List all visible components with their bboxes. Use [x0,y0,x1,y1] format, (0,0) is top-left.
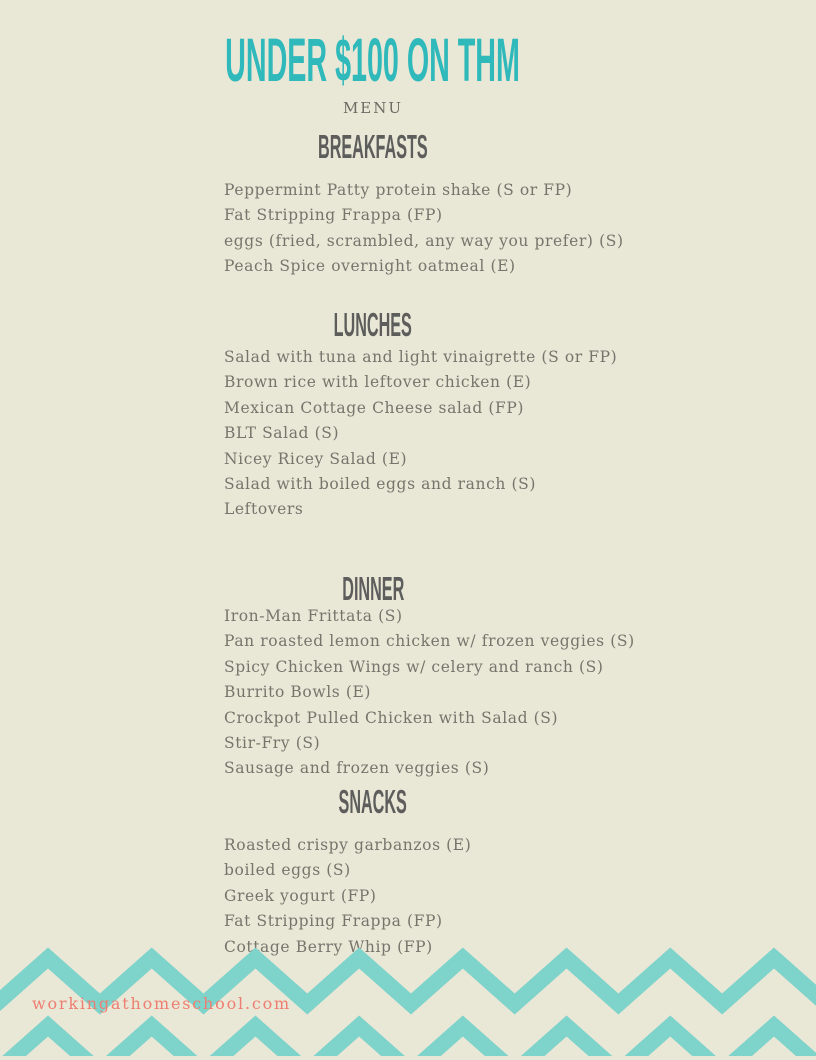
menu-item: Pan roasted lemon chicken w/ frozen veggies (S) [224,632,635,651]
menu-item: Peach Spice overnight oatmeal (E) [224,257,516,276]
page-title-text: UNDER $100 ON THM [225,26,521,94]
menu-item: eggs (fried, scrambled, any way you prefer) (S) [224,231,624,250]
menu-item: Iron-Man Frittata (S) [224,607,403,625]
dinner-items-list [224,604,635,782]
menu-item: Brown rice with leftover chicken (E) [224,373,532,392]
section-heading-lunches: LUNCHES [333,306,413,343]
menu-item: Roasted crispy garbanzos (E) [224,836,472,854]
menu-item: boiled eggs (S) [224,861,351,880]
section-heading-snacks: SNACKS [338,783,408,820]
section-heading-dinner: DINNER [341,570,404,607]
menu-item: Salad with boiled eggs and ranch (S) [224,475,536,494]
menu-item: Peppermint Patty protein shake (S or FP) [224,181,573,199]
page-title [0,26,746,102]
menu-item: Crockpot Pulled Chicken with Salad (S) [224,708,559,727]
menu-item: Sausage and frozen veggies (S) [224,759,490,778]
menu-item: BLT Salad (S) [224,424,340,443]
menu-item: Stir-Fry (S) [224,734,321,753]
menu-item: Fat Stripping Frappa (FP) [224,912,443,931]
breakfasts-items-list [224,178,624,280]
menu-item: Greek yogurt (FP) [224,886,377,905]
menu-item: Mexican Cottage Cheese salad (FP) [224,398,525,417]
menu-item: Salad with tuna and light vinaigrette (S or FP) [224,348,618,366]
menu-item: Leftovers [224,500,304,519]
watermark-url: workingathomeschool.com [32,994,291,1013]
menu-label: MENU [342,99,404,117]
menu-item: Nicey Ricey Salad (E) [224,449,408,468]
menu-item: Spicy Chicken Wings w/ celery and ranch (S) [224,657,604,676]
chevron-stripe [0,1016,816,1057]
menu-item: Fat Stripping Frappa (FP) [224,206,443,225]
menu-item: Cottage Berry Whip (FP) [224,937,433,956]
menu-item: Burrito Bowls (E) [224,683,372,702]
section-heading-breakfasts: BREAKFASTS [318,128,428,165]
lunches-items-list [224,345,617,523]
